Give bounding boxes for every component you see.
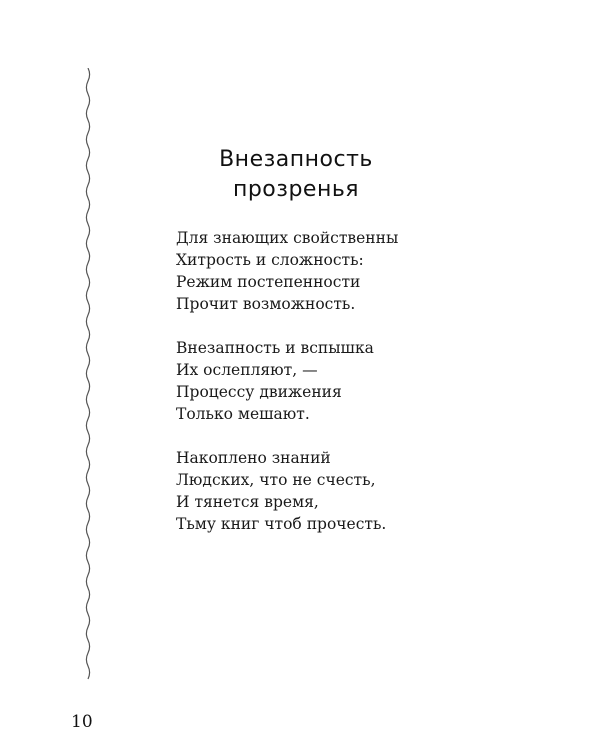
page-number: 10 — [71, 712, 93, 732]
wavy-border-ornament — [78, 68, 98, 690]
poem-line: Накоплено знаний — [176, 449, 331, 467]
poem-line: И тянется время, — [176, 493, 319, 511]
poem-line: Их ослепляют, — — [176, 361, 318, 379]
poem-line: Только мешают. — [176, 405, 310, 423]
stanza-1 — [176, 227, 398, 315]
stanza-2 — [176, 337, 398, 425]
poem-line: Внезапность и вспышка — [176, 339, 374, 357]
poem-line: Процессу движения — [176, 383, 342, 401]
poem-title — [176, 145, 416, 205]
poem-line: Прочит возможность. — [176, 295, 356, 313]
stanza-3 — [176, 447, 398, 535]
poem-title-line-1: Внезапность — [219, 147, 373, 172]
poem-title-line-2: прозренья — [232, 177, 360, 202]
poem-body — [176, 227, 398, 557]
poem-line: Хитрость и сложность: — [176, 251, 364, 269]
poem-line: Режим постепенности — [176, 273, 361, 291]
poem-line: Людских, что не счесть, — [176, 471, 376, 489]
poem-line: Тьму книг чтоб прочесть. — [176, 515, 387, 533]
poem-line: Для знающих свойственны — [176, 229, 399, 247]
